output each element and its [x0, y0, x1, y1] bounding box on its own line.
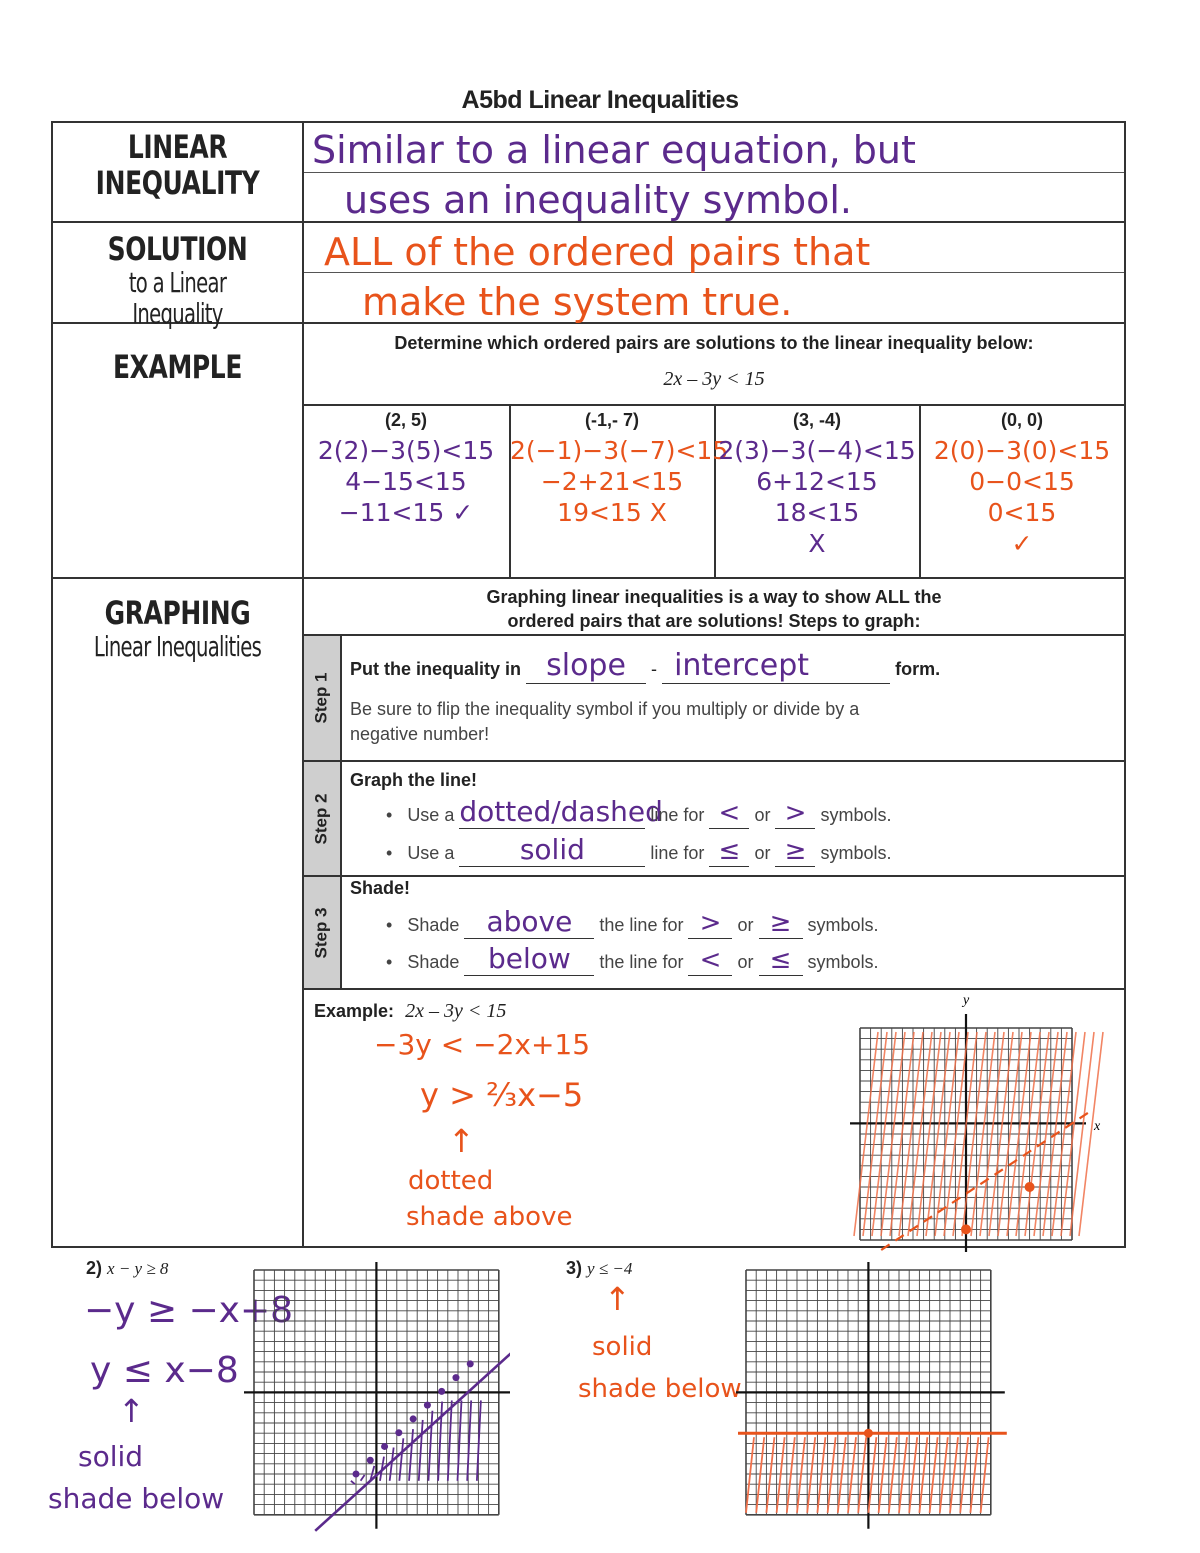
- plot-point: [395, 1429, 402, 1436]
- pair-work-line: −11<15 ✓: [338, 498, 474, 527]
- shade-stroke: [930, 1437, 938, 1513]
- ordered-pair-cell: [920, 410, 1124, 559]
- step-divider: [304, 760, 1124, 762]
- problem2-work1: −y ≥ −x+8: [84, 1290, 294, 1331]
- ordered-pair-label: (0, 0): [1000, 410, 1043, 430]
- problem3-note2: shade below: [578, 1374, 742, 1404]
- shade-stroke: [777, 1437, 785, 1513]
- shade-stroke: [838, 1437, 846, 1513]
- pair-work-line: X: [808, 529, 826, 558]
- step2-tab: Step 2: [312, 792, 331, 845]
- pair-work-line: ✓: [1011, 529, 1033, 558]
- term-solution: SOLUTION to a Linear Inequality: [107, 230, 248, 330]
- ordered-pair-cell: [510, 410, 729, 528]
- shade-stroke: [889, 1437, 897, 1513]
- definition-linear-inequality-line1: Similar to a linear equation, but: [312, 128, 916, 172]
- shade-stroke: [970, 1437, 978, 1513]
- pair-work-line: 2(2)−3(5)<15: [317, 436, 495, 465]
- step2-heading: Graph the line!: [350, 770, 478, 790]
- step1-tab: Step 1: [312, 672, 331, 724]
- rule-line: [304, 172, 1124, 173]
- ordered-pair-label: (2, 5): [384, 410, 427, 430]
- pair-work-line: 2(3)−3(−4)<15: [718, 436, 916, 465]
- problem3-note1: solid: [592, 1332, 653, 1362]
- graphing-example-arrow: ↑: [448, 1122, 475, 1160]
- problem3-grid: [732, 1262, 1012, 1542]
- shade-stroke: [766, 1437, 774, 1513]
- step1-instruction: Put the inequality in slope - intercept form.: [350, 648, 941, 683]
- shade-stroke: [981, 1437, 989, 1513]
- pair-work-line: −2+21<15: [540, 467, 684, 496]
- shade-stroke: [409, 1429, 413, 1481]
- definition-solution-line1: ALL of the ordered pairs that: [324, 230, 871, 274]
- shade-stroke: [909, 1437, 917, 1513]
- boundary-line: [315, 1352, 510, 1531]
- pair-work-line: 2(−1)−3(−7)<15: [510, 436, 729, 465]
- shade-stroke: [858, 1437, 866, 1513]
- shade-stroke: [960, 1437, 968, 1513]
- shade-stroke: [797, 1437, 805, 1513]
- ordered-pair-label: (-1,- 7): [585, 410, 639, 430]
- shade-stroke: [746, 1437, 754, 1513]
- plot-point: [353, 1471, 360, 1478]
- intercept-point: [961, 1224, 971, 1234]
- shade-stroke: [940, 1437, 948, 1513]
- definition-linear-inequality-line2: uses an inequality symbol.: [344, 178, 852, 222]
- ordered-pair-label: (3, -4): [792, 410, 841, 430]
- shade-stroke: [807, 1437, 815, 1513]
- step2-row2: • Use a solid line for ≤ or ≥ symbols.: [386, 833, 892, 866]
- problem2-arrow: ↑: [118, 1392, 145, 1430]
- plot-point: [381, 1443, 388, 1450]
- step-divider: [304, 875, 1124, 877]
- problem2-note2: shade below: [48, 1482, 225, 1515]
- step-column-divider: [340, 634, 342, 988]
- plot-point: [438, 1388, 445, 1395]
- problem2-label: 2) x − y ≥ 8: [86, 1258, 169, 1278]
- graphing-divider: [304, 634, 1124, 636]
- plot-point: [1025, 1182, 1035, 1192]
- shade-stroke: [787, 1437, 795, 1513]
- example-prompt: Determine which ordered pairs are solutions to the linear inequality below:: [394, 333, 1034, 353]
- page-title: A5bd Linear Inequalities: [461, 86, 739, 114]
- term-graphing: GRAPHING Linear Inequalities: [93, 594, 262, 663]
- shade-stroke: [428, 1411, 432, 1481]
- y-axis-label: y: [963, 993, 970, 1008]
- step1-note: Be sure to flip the inequality symbol if you multiply or divide by a negative number!: [350, 699, 860, 744]
- graphing-example-note1: dotted: [408, 1166, 494, 1196]
- shade-stroke: [419, 1420, 423, 1481]
- step3-row1: • Shade above the line for > or ≥ symbols.: [386, 905, 879, 938]
- shade-stroke: [756, 1437, 764, 1513]
- ordered-pair-cell: [304, 410, 508, 528]
- shade-stroke: [868, 1437, 876, 1513]
- graphing-example-note2: shade above: [406, 1202, 573, 1232]
- shade-stroke: [848, 1437, 856, 1513]
- graphing-intro: Graphing linear inequalities is a way to show ALL the ordered pairs that are solutions! Steps to graph:: [486, 587, 942, 631]
- pair-work-line: 4−15<15: [345, 467, 467, 496]
- problem2-note1: solid: [78, 1440, 144, 1473]
- plot-point: [367, 1457, 374, 1464]
- term-linear-inequality: LINEAR INEQUALITY: [95, 128, 260, 202]
- graphing-example-work2: y > ⅔x−5: [420, 1076, 584, 1114]
- graphing-example-work1: −3y < −2x+15: [374, 1028, 591, 1061]
- shade-stroke: [899, 1437, 907, 1513]
- plot-point: [452, 1374, 459, 1381]
- problem2-work2: y ≤ x−8: [90, 1350, 239, 1391]
- step3-tab: Step 3: [312, 906, 331, 959]
- problem3-label: 3) y ≤ −4: [566, 1258, 633, 1278]
- shade-stroke: [361, 1475, 365, 1481]
- plot-point: [410, 1415, 417, 1422]
- ordered-pair-cell: [715, 410, 919, 559]
- shade-stroke: [351, 1481, 355, 1484]
- example-inequality: 2x – 3y < 15: [663, 368, 765, 390]
- pair-work-line: 18<15: [774, 498, 860, 527]
- definition-solution-line2: make the system true.: [362, 280, 793, 324]
- shade-stroke: [828, 1437, 836, 1513]
- plot-point: [467, 1360, 474, 1367]
- shade-stroke: [950, 1437, 958, 1513]
- pair-work-line: 0−0<15: [969, 467, 1075, 496]
- shade-stroke: [879, 1437, 887, 1513]
- pair-work-line: 0<15: [987, 498, 1057, 527]
- intercept-point: [864, 1429, 873, 1438]
- pair-work-line: 6+12<15: [756, 467, 878, 496]
- problem2-grid: [240, 1262, 510, 1542]
- pair-work-line: 2(0)−3(0)<15: [933, 436, 1111, 465]
- shade-stroke: [438, 1402, 442, 1481]
- shade-stroke: [919, 1437, 927, 1513]
- step3-row2: • Shade below the line for < or ≤ symbols.: [386, 942, 879, 975]
- row-divider: [51, 577, 1126, 579]
- step2-row1: • Use a dotted/dashed line for < or > symbols.: [386, 795, 892, 828]
- graphing-example-grid: [846, 990, 1110, 1252]
- shade-stroke: [817, 1437, 825, 1513]
- term-example: EXAMPLE: [113, 348, 242, 386]
- problem3-arrow: ↑: [604, 1280, 631, 1318]
- plot-point: [424, 1402, 431, 1409]
- step3-heading: Shade!: [350, 878, 411, 898]
- graphing-example-label: Example: 2x – 3y < 15: [314, 1000, 507, 1022]
- x-axis-label: x: [1094, 1119, 1101, 1134]
- pair-work-line: 19<15 X: [557, 498, 667, 527]
